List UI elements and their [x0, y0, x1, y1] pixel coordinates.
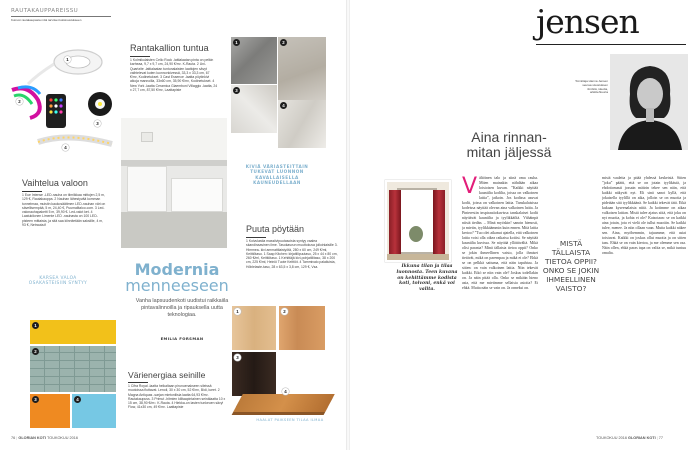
rock-tile-number: 3 — [233, 87, 240, 94]
author-portrait-illustration — [610, 54, 688, 150]
kitchen-photo — [121, 118, 227, 248]
pull-quote-box — [542, 236, 600, 296]
table-number: 2 — [281, 308, 288, 315]
light-number: 3 — [94, 120, 101, 127]
lights-rule — [22, 191, 42, 192]
light-number: 4 — [62, 144, 69, 151]
right-page — [348, 0, 696, 450]
left-footer-brand: GLORIAN KOTI — [18, 436, 46, 440]
lights-body: 1 Eue Intense -LED-nauha on tiimiikkaa mittojen 2,5 m, 129 €, Rautakauppa. 2 Nauhan lähestyvää komman tunnelmaa, muistin kaukosäätimen LED-nauhan väri on sävellisempää, 5 m, 24,40 €, Puumalitaloo.com. 3 Led-valonauhapaketti 5 m, 39,90 €. Led-valot ket. 4 Laatukilonen Limente LED -nauhasta on 100 LED-pisteen mittaista, ja sitä saa kiinnitetään saksiille, 4 m, 93 €, Netrauta.fi — [22, 193, 106, 228]
led-strip-illustration — [8, 44, 118, 159]
tile-yellow — [30, 320, 116, 344]
rocks-quote: KIVIÄ VÄRIASTEITTAIN TUKEVAT LUONNON KAVALLAISELLA KAUNEUDELLAAN — [245, 164, 309, 186]
headline-line1: Aina rinnan- — [471, 129, 547, 145]
remote-control — [46, 94, 66, 128]
wood-board-4 — [233, 394, 335, 412]
article-title — [112, 262, 242, 294]
series-rule — [536, 44, 686, 45]
light-number: 1 — [64, 56, 71, 63]
led-products-image — [8, 44, 118, 159]
drop-cap: V — [462, 176, 478, 199]
spread-gutter — [346, 0, 350, 450]
section-label: RAUTAKAUPPAREISSU — [11, 8, 79, 14]
rocks-title: Rantakallion tuntua — [130, 43, 209, 53]
tables-body: 1 Koivulastia massiivipuutasoista syntyy vaalea skandinaavinen ilme. Tasokasvun muuttokuva jolloinlaisille 3. Himmea- kivi ammattilaistyötä, 280 x 60 cm, 249 €/ml, Keittiötaso. 1 Saap Kitchen: kirjatiilipuutaso, 25 x 44 x 80 cm, 260 €/ml, Keittiötaso. 1 Kehittäjä kivi-pohjatiilitaso, 38 x 200 cm, 225 €/ml, Heiniö Tuote Keittiöt. 4 Tammivalo palailuista, Höblelaste-taso, 28 x 63,5 x 3,8 cm, 129 €, Vsa. — [246, 239, 338, 269]
table-number: 3 — [234, 354, 241, 361]
table-number: 4 — [282, 388, 289, 395]
article-subtitle: Vanha lapsuudenkoti uudistui raikkaiila pintavalinnoilla ja ripauksella uutta teknologiaa. — [135, 298, 229, 318]
tiles-body: 1 Cifra Royal -laatta heikaltaan pirunuenakseen sileissä muotoissa fluttavat. Lenoil, 30 x 30 cm, 52 €/m², Bidi, lueet. 2 Magna Antiquas -sarjan mietonilisia laatta 64,93 €/m². Rautakaupuss. 3 Primut -hitmien kiiltaapintainen seinälaatta 10 x 15 cm, 38,90 €/m². K-Rauta. 4 Hiekka-on lasten tunkeuen sävy! Flow, 41x30 cm, 49 €/m². Laattapiste — [128, 384, 226, 410]
left-page-number: 76 — [11, 436, 16, 440]
rocks-rule — [130, 56, 150, 57]
rock-tile-number: 1 — [233, 39, 240, 46]
tile-mosaic — [30, 346, 116, 392]
article-byline: EMILIA FORSMAN — [160, 336, 204, 341]
article-title-line1: Modernia — [134, 260, 220, 279]
lights-quote: KARSEA VALOA OSAKASTEISIIN SYNTYY — [28, 276, 88, 287]
table-number: 1 — [234, 308, 241, 315]
tables-title: Puuta pöytään — [246, 224, 305, 234]
tiles-title: Värienergiaa seinille — [128, 370, 206, 380]
tile-number: 1 — [32, 322, 39, 329]
right-footer: TOUKOKUU 2016 GLORIAN KOTI | 77 — [596, 436, 664, 440]
section-subtitle: Kuinvoi rautakaupasta mitä tarvitset kotisisustukseen — [11, 18, 82, 22]
rock-tile-number: 2 — [280, 39, 287, 46]
article-title-line2: menneeseen — [125, 276, 229, 295]
led-reel — [28, 50, 102, 84]
right-footer-date: TOUKOKUU 2016 — [596, 436, 627, 440]
article-column-1 — [462, 176, 538, 432]
author-caption: Toimittaja Hanna Jensen seuraa sisustuksen ilmiöitä, ideoita, arkkitehtuuria — [575, 79, 608, 95]
black-led-reel — [88, 92, 112, 116]
pull-quote: MISTÄ TÄLLAISTA TIETOA OPPII? ONKO SE JOKIN IHMEELLINEN VAISTO? — [542, 239, 600, 293]
article-column-2 — [602, 176, 686, 432]
headline — [434, 130, 584, 160]
column-2-text: mistä vaaleita ja pitää yhdessä keskeistä. Sitten ”joku” päätti, että se on jotain tyylikästä, ja ehdottomasti jossain määrin tekee sen näin, että kaikki näkyvät nyt. Eli sinä sanot kyllä, että jokaisella tyylillä on aika, jolloin se on muotia ja pidetään sitä tyylikkäänä. Se kaikki tekevät tätä. Eikä kukaan kyseenalaista niitä. Ja kotimme on aikaa valkoisen lattian. Mistä tulee ajatus siitä, että joku on nyt muotia, ja kohta ei ole? Katsotaan: se on kaikki aina jotain, jota ei vielä ole tullut muotiin. Se kaikki tulee, menee. Ja niin ollaan vaan. Mutta kaikki näkee sen. Aina, myöhemmin, tajuamme, että asiat toistuvat. Kaikki on joskus ollut muotia ja on sitten taas. Ehkä se on vain kiertoa, ja me olemme sen osa. Näin ollen, ehkä paras tapa on valita se, mikä tuntuu omalta. — [602, 176, 686, 255]
rocks-body: 1 Kolmikulaisten Cello Rock -lattialaatan pinta on pelkin karheaa, 9,7 x 9,7 cm, 24,90 €/m². K-Rauta. 2 Uni-Quartzite -lattialaatan tuntunalaisten laattojen sävyt vaihtelevat kuten luonnonkivessä, 33,3 x 33,3 cm, 67 €/m², Kodinetukset. 3 Cast Essence -laatta pöytinkivi aikoja mannoilla, 33x60 cm, 35,90 €/m², Kodinetukset. 4 New York -laatta Ceramica Giaemboni Villaggio -laatta, 24 x 27,7 cm, 87,50 €/m², Laattapiste — [130, 58, 218, 93]
warm-led-strip — [38, 137, 112, 144]
tile-number: 4 — [74, 396, 81, 403]
photo-caption: Ikkuna tilan ja tilaa luonnosta. Teen kuvana on kehittämme kodista koti, toivoni, enkä voi valita. — [396, 264, 458, 293]
right-page-number: 77 — [658, 436, 664, 440]
left-footer: 76 | GLORIAN KOTI TOUKOKUU 2016 — [11, 436, 78, 440]
tiles-rule — [128, 382, 148, 383]
rock-tile-number: 4 — [280, 102, 287, 109]
right-footer-brand: GLORIAN KOTI — [628, 436, 656, 440]
tile-number: 3 — [32, 396, 39, 403]
light-number: 2 — [16, 98, 23, 105]
column-1-text: ältöinen talo ja siinä oma rauha. Miten mainakin nähdään aikaa loistoisen kuvan. ”Kaikki näyttää kauniilta kodilta, joissa on valkoinen lattia”, jatkoin. Jos kodissa asuvat kodit, joissa on valkoinen lattia. Tanskalaisissa kodeissa näyttää olevan aina valkoinen lattia. Ja Pinterestin inspiraatiokuvissa tanskalaiset kodit näyttävät kauniilta ja tyylikkäiltä. Vähäinpä niistä tiedän. – Minä myöskin! sanoin hienosti, ja mietin, tyylikkäämmin kuin ennen. Mitä lattia kertoo? ”Tuo olet aikanut ajatella, että valkoinen lattia voisi olla oikea ratkaisu kotiisi. Se näyttää kauniilta kuvissa. Se näyttää yllättävältä. Mikä olisi parasta? Minä tällaista tietoa oppii? Onko se jokin ihmeellinen vaisto, jolla ihmiset tietävät, mikä on parempaa ja mikä ei ole? Ehkä se on pelkkä sattuma, että näin tapahtuu. Ja sitten: on vain valkoinen lattia. Niin tekevät kaikki. Eikö se niin vain ole? Joskus todellakin on. Ja näin pitää olla. Onko se mikään hieno asia, että me mietimme sellaisia asioita? Ei ehkä. Mutta näin se vain on. Ja onneksi on. — [462, 176, 538, 290]
series-title: jensen — [536, 2, 639, 41]
left-footer-date: TOUKOKUU 2016 — [47, 436, 78, 440]
interior-photo — [385, 180, 451, 262]
section-rule — [11, 16, 111, 17]
tables-rule — [246, 237, 266, 238]
author-portrait — [610, 54, 688, 150]
headline-line2: mitan jäljessä — [466, 144, 552, 160]
tile-number: 2 — [32, 348, 39, 355]
lights-title: Vaihtelua valoon — [22, 178, 88, 188]
tiles-quote: HAALAT PAIKSEEN TILAA ILMAA — [256, 418, 324, 422]
